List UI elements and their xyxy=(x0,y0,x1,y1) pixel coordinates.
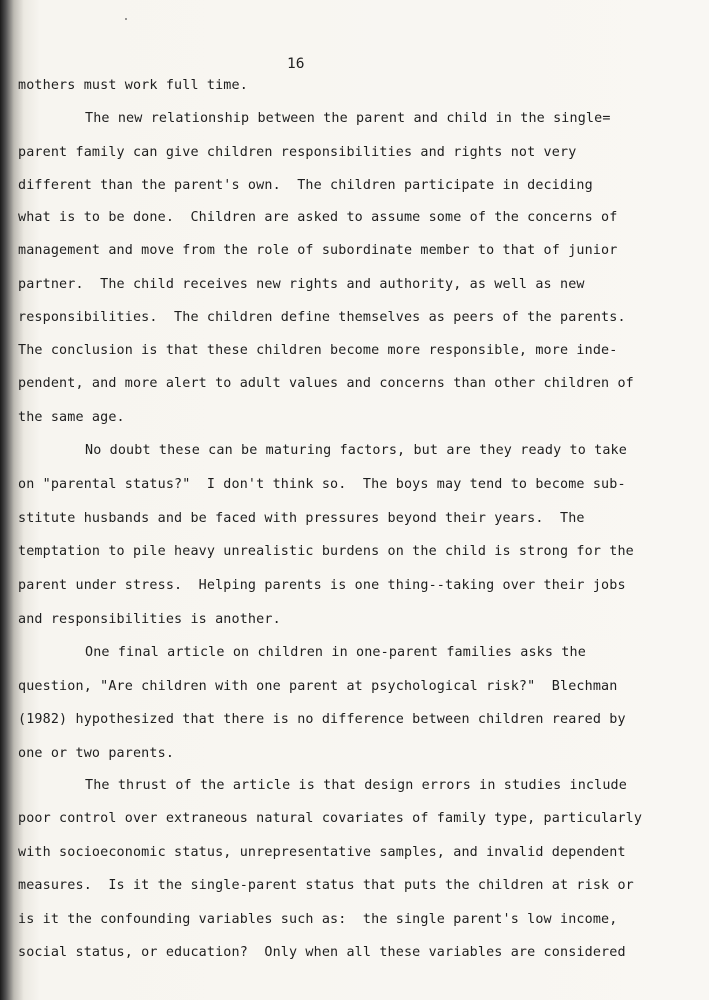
text-line: pendent, and more alert to adult values and concerns than other children of xyxy=(18,376,634,391)
text-line: what is to be done. Children are asked to assume some of the concerns of xyxy=(18,210,618,225)
text-line: with socioeconomic status, unrepresentative samples, and invalid dependent xyxy=(18,845,626,860)
text-line: the same age. xyxy=(18,410,125,425)
paper-speck xyxy=(125,18,127,20)
text-line: The thrust of the article is that design errors in studies include xyxy=(85,778,627,793)
text-line: on "parental status?" I don't think so. The boys may tend to become sub- xyxy=(18,477,626,492)
text-line: management and move from the role of subordinate member to that of junior xyxy=(18,243,618,258)
text-line: one or two parents. xyxy=(18,746,175,761)
text-line: temptation to pile heavy unrealistic burdens on the child is strong for the xyxy=(18,544,634,559)
text-line: parent family can give children responsibilities and rights not very xyxy=(18,145,577,160)
page-number: 16 xyxy=(287,56,305,72)
text-line: different than the parent's own. The children participate in deciding xyxy=(18,178,593,193)
text-line: The new relationship between the parent and child in the single= xyxy=(85,111,611,126)
text-line: partner. The child receives new rights and authority, as well as new xyxy=(18,277,585,292)
text-line: One final article on children in one-parent families asks the xyxy=(85,645,586,660)
text-line: (1982) hypothesized that there is no difference between children reared by xyxy=(18,712,626,727)
text-line: parent under stress. Helping parents is one thing--taking over their jobs xyxy=(18,578,626,593)
text-line: responsibilities. The children define themselves as peers of the parents. xyxy=(18,310,626,325)
text-line: question, "Are children with one parent at psychological risk?" Blechman xyxy=(18,679,618,694)
text-line: The conclusion is that these children become more responsible, more inde- xyxy=(18,343,618,358)
text-line: is it the confounding variables such as: the single parent's low income, xyxy=(18,912,618,927)
text-line: mothers must work full time. xyxy=(18,78,248,93)
text-line: poor control over extraneous natural covariates of family type, particularly xyxy=(18,811,643,826)
text-line: and responsibilities is another. xyxy=(18,612,281,627)
text-line: measures. Is it the single-parent status that puts the children at risk or xyxy=(18,878,634,893)
text-line: social status, or education? Only when all these variables are considered xyxy=(18,945,626,960)
text-line: stitute husbands and be faced with pressures beyond their years. The xyxy=(18,511,585,526)
text-line: No doubt these can be maturing factors, but are they ready to take xyxy=(85,443,627,458)
